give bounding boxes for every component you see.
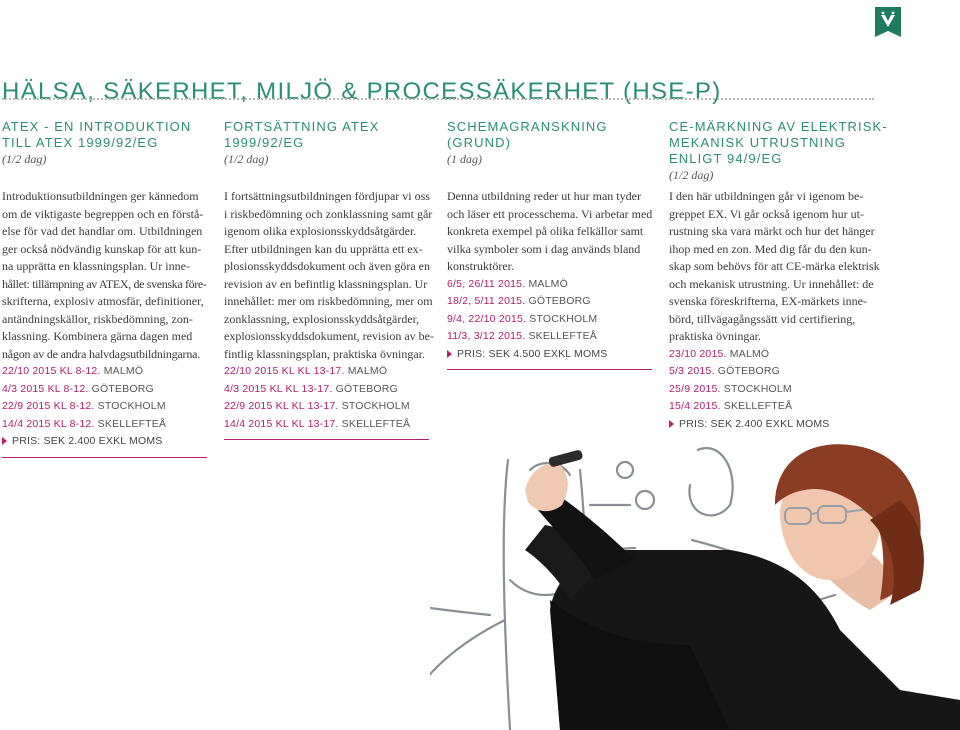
course-heading: SCHEMAGRANSKNING (GRUND) [447, 119, 608, 150]
schedule-row: 4/3 2015 KL KL 13-17. GÖTEBORG [224, 382, 398, 395]
schedule-row: 22/10 2015 KL KL 13-17. MALMÖ [224, 365, 388, 377]
course-heading: FORTSÄTTNING ATEX 1999/92/EG [224, 119, 380, 150]
course-body: Denna utbildning reder ut hur man tyder och läser ett processchema. Vi arbetar med konkreta exempel på olika felkällor samt vilka symboler som i dag används bland konstruktörer. 6/5, 26/11 2015. MALMÖ 18/2, 5/11 2015. GÖTEBORG 9/4, 22/10 2015. STOCKHOLM 11/3, 3/12 2015. SKELLEFTEÅ PRIS: SEK 4.500 EXKL MOMS [447, 188, 652, 370]
schedule-row: 9/4, 22/10 2015. STOCKHOLM [447, 312, 598, 325]
course-schemagranskning [447, 119, 653, 360]
schedule-row: 22/9 2015 KL KL 13-17. STOCKHOLM [224, 400, 410, 412]
section-divider [447, 369, 652, 370]
schedule-row: 14/4 2015 KL KL 13-17. SKELLEFTEÅ [224, 417, 411, 430]
section-divider [224, 439, 429, 440]
course-atex-continuation [224, 119, 434, 430]
title-divider [2, 98, 874, 100]
schedule-row: 14/4 2015 KL 8-12. SKELLEFTEÅ [2, 417, 167, 430]
course-atex-introduction [2, 119, 207, 447]
schedule-row: 15/4 2015. SKELLEFTEÅ [669, 400, 793, 412]
course-body: I den här utbildningen går vi igenom be- greppet EX. Vi går också igenom hur ut- rustning ska vara märkt och hur det hänger ihop med en zon. Med dig får du den kun- skap som behövs för att CE-märka elektrisk och mekanisk utrustning. Ur innehållet: de svenska föreskrifterna, EX-märkets inne- börd, tillvägagångssätt vid certifiering, praktiska övningar. 23/10 2015. MALMÖ 5/3 2015. GÖTEBORG 25/9 2015. STOCKHOLM 15/4 2015. SKELLEFTEÅ PRIS: SEK 2.400 EXKL MOMS [669, 188, 874, 440]
page-title: HÄLSA, SÄKERHET, MILJÖ & PROCESSÄKERHET (HSE-P) [2, 78, 722, 106]
course-duration: (1 dag) [447, 152, 482, 166]
whiteboard-presenter-photo [430, 430, 960, 730]
course-heading: CE-MÄRKNING AV ELEKTRISK- MEKANISK UTRUSTNING ENLIGT 94/9/EG [669, 119, 888, 166]
schedule-row: 11/3, 3/12 2015. SKELLEFTEÅ [447, 330, 597, 342]
course-ce-marking [669, 119, 888, 430]
schedule-row: 6/5, 26/11 2015. MALMÖ [447, 277, 568, 290]
course-duration: (1/2 dag) [2, 152, 47, 166]
green-flag-logo-icon [873, 5, 903, 39]
triangle-bullet-icon [2, 437, 7, 445]
course-duration: (1/2 dag) [669, 168, 714, 182]
course-body: Introduktionsutbildningen ger kännedom om de viktigaste begreppen och en förstå- else för vad det handlar om. Utbildningen ger också nödvändig kunskap för att kun- na upprätta en klassningsplan. Ur inne- hållet: tillämpning av ATEX, de svenska före- skrifterna, explosiv atmosfär, definitioner, antändningskällor, riskbedömning, zon- klassning. Kombinera gärna dagen med någon av de andra halvdagsutbildningarna. 22/10 2015 KL 8-12. MALMÖ 4/3 2015 KL 8-12. GÖTEBORG 22/9 2015 KL 8-12. STOCKHOLM 14/4 2015 KL 8-12. SKELLEFTEÅ PRIS: SEK 2.400 EXKL MOMS [2, 188, 207, 458]
schedule-row: 5/3 2015. GÖTEBORG [669, 365, 780, 377]
course-heading: ATEX - EN INTRODUKTION TILL ATEX 1999/92/EG [2, 119, 192, 150]
price-line: PRIS: SEK 4.500 EXKL MOMS [447, 346, 652, 364]
schedule-row: 22/9 2015 KL 8-12. STOCKHOLM [2, 400, 166, 412]
schedule-row: 25/9 2015. STOCKHOLM [669, 382, 792, 395]
course-duration: (1/2 dag) [224, 152, 269, 166]
schedule-row: 18/2, 5/11 2015. GÖTEBORG [447, 295, 591, 307]
schedule-row: 4/3 2015 KL 8-12. GÖTEBORG [2, 382, 154, 395]
price-line: PRIS: SEK 2.400 EXKL MOMS [2, 433, 207, 451]
price-line: PRIS: SEK 2.400 EXKL MOMS [669, 416, 874, 434]
triangle-bullet-icon [669, 420, 674, 428]
triangle-bullet-icon [447, 350, 452, 358]
section-divider [2, 457, 207, 458]
schedule-row: 23/10 2015. MALMÖ [669, 347, 770, 360]
course-body: I fortsättningsutbildningen fördjupar vi oss i riskbedömning och zonklassning samt går igenom olika explosionsskyddsåtgärder. Efter utbildningen kan du upprätta ett ex- plosionsskyddsdokument och även göra en revision av en befintlig klassningsplan. Ur innehållet: mer om riskbedömning, mer om zonklassning, explosionsskyddsåtgärder, explosionsskyddsdokument, revision av be- fintlig klassningsplan, praktiska övningar. 22/10 2015 KL KL 13-17. MALMÖ 4/3 2015 KL KL 13-17. GÖTEBORG 22/9 2015 KL KL 13-17. STOCKHOLM 14/4 2015 KL KL 13-17. SKELLEFTEÅ [224, 188, 429, 440]
schedule-row: 22/10 2015 KL 8-12. MALMÖ [2, 365, 144, 377]
